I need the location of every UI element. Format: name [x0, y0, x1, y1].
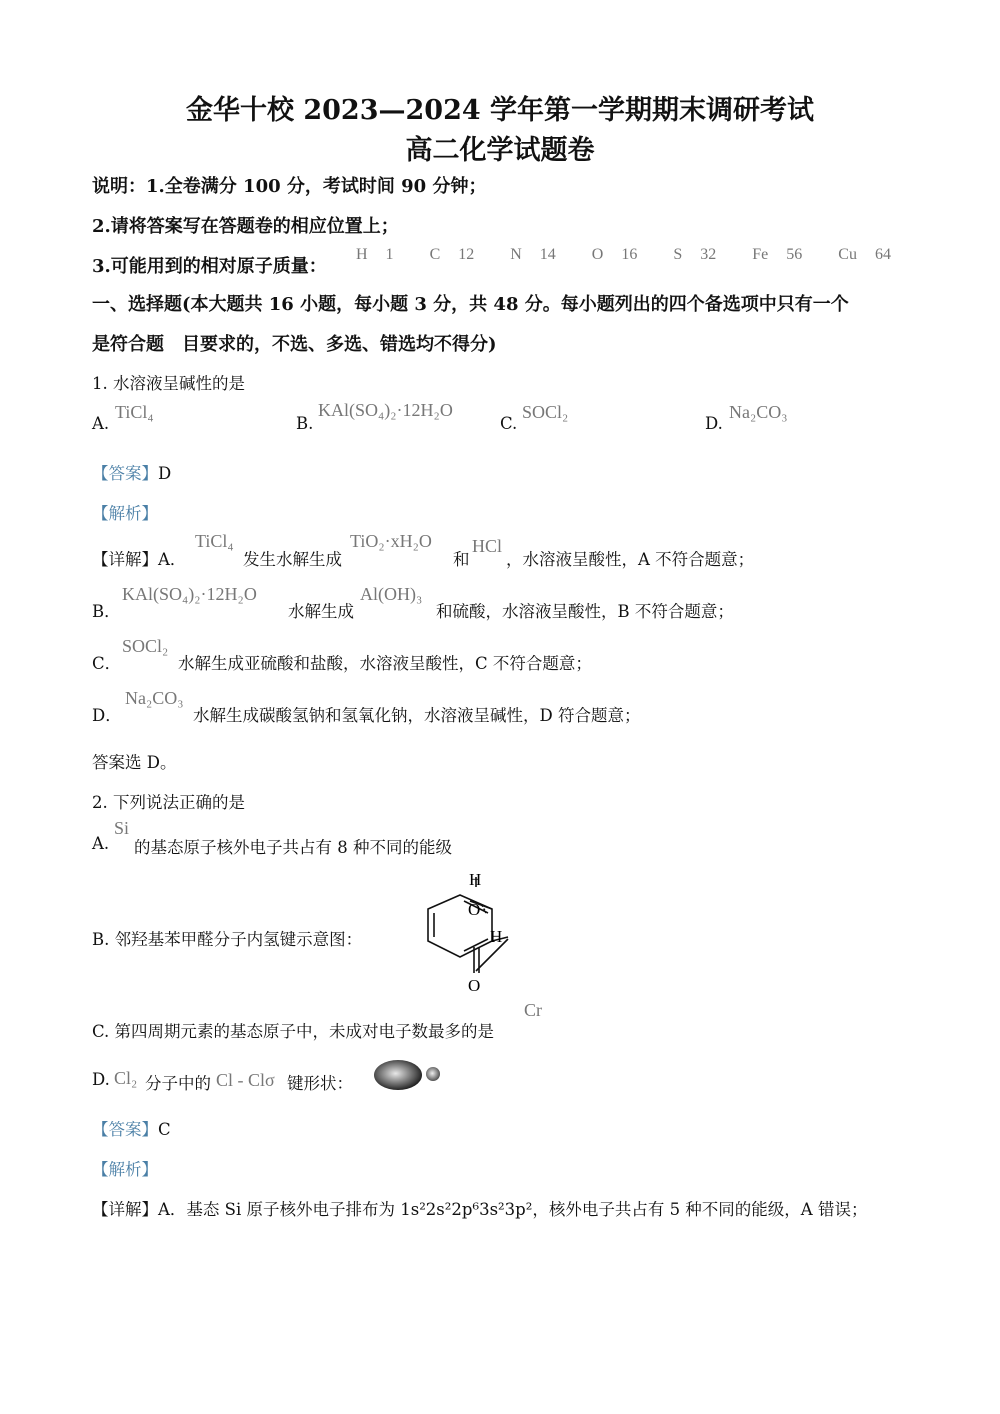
q1-option-b-letter: B.	[296, 414, 314, 433]
q2-stem: 2. 下列说法正确的是	[92, 793, 245, 812]
detail-b-text2: 和硫酸，水溶液呈酸性，B 不符合题意；	[436, 602, 734, 621]
answer-value: C	[158, 1120, 171, 1139]
detail-d-text1: 水解生成碳酸氢钠和氢氧化钠，水溶液呈碱性，D 符合题意；	[193, 706, 641, 725]
exam-title: 金华十校 2023—2024 学年第一学期期末调研考试	[185, 95, 815, 126]
salicylaldehyde-hbond-diagram	[390, 865, 520, 995]
q1-option-b-formula: KAl(SO₄)₂·12H₂O	[318, 400, 453, 420]
q1-option-c-letter: C.	[500, 414, 518, 433]
mass-h: H 1	[356, 246, 394, 263]
q2-option-c-text: 第四周期元素的基态原子中，未成对电子数最多的是	[114, 1022, 495, 1041]
q2-option-d-text1: 分子中的	[145, 1074, 211, 1093]
q1-option-d-letter: D.	[705, 414, 723, 433]
detail-c-prefix: C．	[92, 654, 122, 673]
detail-c-text1: 水解生成亚硫酸和盐酸，水溶液呈酸性，C 不符合题意；	[178, 654, 592, 673]
mass-o: O 16	[591, 246, 638, 263]
instruction-1: 说明：1.全卷满分 100 分，考试时间 90 分钟；	[92, 176, 487, 197]
q2-option-c-letter: C.	[92, 1022, 110, 1041]
q2-option-b	[92, 926, 362, 950]
q1-option-d-formula: Na₂CO₃	[729, 402, 788, 422]
exam-subtitle: 高二化学试题卷	[405, 135, 595, 166]
atomic-masses	[356, 246, 909, 264]
label-h-top: H	[469, 870, 482, 889]
q1-option-a-formula: TiCl₄	[115, 402, 154, 422]
detail-d-prefix: D．	[92, 706, 122, 725]
q2-option-d-formula1: Cl₂	[114, 1068, 138, 1088]
label-o-bottom: O	[468, 976, 481, 995]
detail-b-formula2: Al(OH)₃	[360, 584, 423, 604]
detail-a-text3: ，水溶液呈酸性，A 不符合题意；	[506, 550, 755, 569]
q2-option-d-letter: D.	[92, 1070, 110, 1089]
q2-option-a-formula: Si	[114, 818, 130, 838]
detail-b-formula: KAl(SO₄)₂·12H₂O	[122, 584, 257, 604]
instruction-3: 3.可能用到的相对原子质量：	[92, 256, 327, 277]
q2-option-b-text: 邻羟基苯甲醛分子内氢键示意图：	[114, 930, 363, 949]
mass-n: N 14	[510, 246, 556, 263]
detail-b-text1: 水解生成	[288, 602, 354, 621]
q2-option-a-text: 的基态原子核外电子共占有 8 种不同的能级	[134, 838, 452, 857]
detail-a-text: A．基态 Si 原子核外电子排布为 1s²2s²2p⁶3s²3p²，核外电子共占有 5 种不同的能级，A 错误；	[158, 1200, 868, 1219]
answer-value: D	[158, 464, 172, 483]
q2-detail-a	[92, 1196, 867, 1220]
q1-analysis-label: 【解析】	[92, 504, 158, 523]
detail-a-formula3: HCl	[472, 536, 503, 556]
q2-option-a-letter: A.	[92, 834, 110, 853]
detail-b-prefix: B．	[92, 602, 121, 621]
label-o-ring: O	[468, 900, 481, 919]
detail-label: 【详解】	[92, 550, 158, 569]
q1-stem: 1. 水溶液呈碱性的是	[92, 374, 245, 393]
detail-prefix: A．	[158, 550, 187, 569]
q1-answer	[92, 460, 171, 484]
q1-option-a-letter: A.	[92, 414, 110, 433]
q2-option-c	[92, 1018, 494, 1042]
mass-fe: Fe 56	[752, 246, 803, 263]
label-h-right: H	[490, 927, 503, 946]
q2-option-d-formula2: Cl - Clσ	[216, 1070, 275, 1090]
detail-label: 【详解】	[92, 1200, 158, 1219]
detail-a-formula2: TiO₂·xH₂O	[350, 531, 432, 551]
mass-c: C 12	[429, 246, 475, 263]
q2-answer	[92, 1116, 171, 1140]
sigma-bond-orbital-icon	[372, 1056, 444, 1094]
q2-option-c-formula: Cr	[524, 1000, 542, 1020]
q1-conclusion: 答案选 D。	[92, 753, 177, 772]
section-heading-1: 一、选择题(本大题共 16 小题，每小题 3 分，共 48 分。每小题列出的四个备选项中只有一个	[92, 294, 849, 315]
detail-c-formula: SOCl₂	[122, 636, 169, 656]
mass-s: S 32	[673, 246, 717, 263]
section-heading-2: 是符合题 目要求的，不选、多选、错选均不得分)	[92, 334, 497, 355]
q1-detail-a	[92, 546, 186, 570]
detail-a-text1: 发生水解生成	[243, 550, 342, 569]
detail-a-formula: TiCl₄	[195, 531, 234, 551]
q2-option-d-text2: 键形状：	[287, 1074, 353, 1093]
answer-label: 【答案】	[92, 464, 158, 483]
answer-label: 【答案】	[92, 1120, 158, 1139]
q1-option-c-formula: SOCl₂	[522, 402, 569, 422]
detail-a-text2: 和	[453, 550, 470, 569]
mass-cu: Cu 64	[838, 246, 891, 263]
q2-option-b-letter: B.	[92, 930, 110, 949]
detail-d-formula: Na₂CO₃	[125, 688, 184, 708]
instruction-2: 2.请将答案写在答题卷的相应位置上；	[92, 216, 399, 237]
q2-analysis-label: 【解析】	[92, 1160, 158, 1179]
